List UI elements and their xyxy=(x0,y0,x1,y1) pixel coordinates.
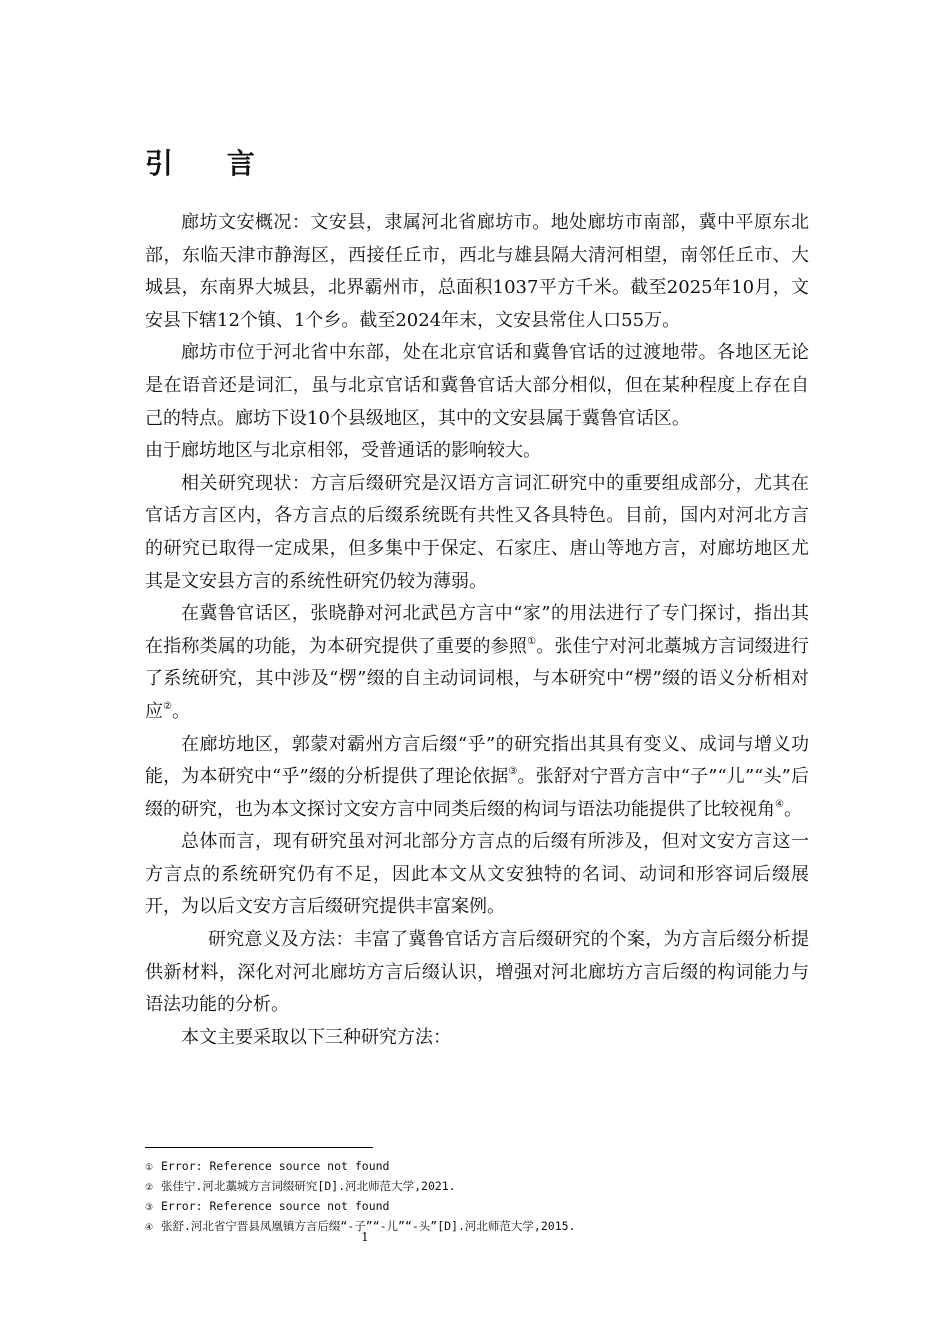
footnote-reference[interactable]: ③ xyxy=(508,766,518,778)
paragraph-text: 在廊坊地区，郭蒙对霸州方言后缀“乎”的研究指出其具有变义、成词与增义功能，为本研究中“乎”缀的分析提供了理论依据 xyxy=(145,733,809,788)
paragraph-text: 。 xyxy=(783,798,802,820)
footnote-mark: ③ xyxy=(145,1203,154,1213)
footnote-reference[interactable]: ① xyxy=(527,635,537,647)
footnote-text: Error: Reference source not found xyxy=(161,1159,390,1173)
page-number: 1 xyxy=(361,1230,369,1244)
footnote-text: 张舒.河北省宁晋县凤凰镇方言后缀“-子”“-儿”“-头”[D].河北师范大学,2015. xyxy=(161,1219,576,1233)
footnote-item xyxy=(145,1157,825,1177)
paragraph-dialect-area: 廊坊市位于河北省中东部，处在北京官话和冀鲁官话的过渡地带。各地区无论是在语音还是词汇，虽与北京官话和冀鲁官话大部分相似，但在某种程度上存在自己的特点。廊坊下设10个县级地区，其中的文安县属于冀鲁官话区。 xyxy=(145,342,809,429)
paragraph-text: 。张佳宁对河北藁城方言词缀进行了系统研究，其中涉及“楞”缀的自主动词词根，与本研究中“楞”缀的语义分析相对应 xyxy=(145,635,810,722)
paragraph-significance: 研究意义及方法：丰富了冀鲁官话方言后缀研究的个案，为方言后缀分析提供新材料，深化对河北廊坊方言后缀认识，增强对河北廊坊方言后缀的构词能力与语法功能的分析。 xyxy=(145,929,809,1016)
paragraph-text: 在冀鲁官话区，张晓静对河北武邑方言中“家”的用法进行了专门探讨，指出其在指称类属的功能，为本研究提供了重要的参照 xyxy=(145,603,809,657)
paragraph-summary: 总体而言，现有研究虽对河北部分方言点的后缀有所涉及，但对文安方言这一方言点的系统研究仍有不足，因此本文从文安独特的名词、动词和形容词后缀展开，为以后文安方言后缀研究提供丰富案例。 xyxy=(145,831,809,918)
paragraph-research-status: 相关研究现状：方言后缀研究是汉语方言词汇研究中的重要组成部分，尤其在官话方言区内，各方言点的后缀系统既有共性又各具特色。目前，国内对河北方言的研究已取得一定成果，但多集中于保定、石家庄、唐山等地方言，对廊坊地区尤其是文安县方言的系统性研究仍较为薄弱。 xyxy=(145,472,809,592)
paragraph-text: 。张舒对宁晋方言中“子”“儿”“头”后缀的研究，也为本文探讨文安方言中同类后缀的构词与语法功能提供了比较视角 xyxy=(145,766,809,820)
footnote-divider xyxy=(145,1147,373,1148)
footnote-mark: ① xyxy=(145,1163,154,1173)
body-text xyxy=(145,207,809,1054)
paragraph-dialect-area-continued: 由于廊坊地区与北京相邻，受普通话的影响较大。 xyxy=(145,440,541,462)
section-title: 引 言 xyxy=(145,147,277,180)
footnote-mark: ② xyxy=(145,1183,154,1193)
paragraph-jilu-research xyxy=(145,598,809,728)
footnote-text: 张佳宁.河北藁城方言词缀研究[D].河北师范大学,2021. xyxy=(161,1179,456,1193)
footnote-mark: ④ xyxy=(145,1223,154,1233)
footnote-reference[interactable]: ② xyxy=(163,700,172,712)
footnote-reference[interactable]: ④ xyxy=(775,798,784,810)
footnote-item xyxy=(145,1197,825,1217)
paragraph-overview: 廊坊文安概况：文安县，隶属河北省廊坊市。地处廊坊市南部，冀中平原东北部，东临天津市静海区，西接任丘市，西北与雄县隔大清河相望，南邻任丘市、大城县，东南界大城县，北界霸州市，总面积1037平方千米。截至2025年10月，文安县下辖12个镇、1个乡。截至2024年末，文安县常住人口55万。 xyxy=(145,212,809,331)
paragraph-text: 。 xyxy=(171,700,190,722)
footnote-item xyxy=(145,1177,825,1197)
paragraph-langfang-research xyxy=(145,729,809,827)
paragraph-methods-intro: 本文主要采取以下三种研究方法： xyxy=(181,1026,451,1048)
footnote-text: Error: Reference source not found xyxy=(161,1199,390,1213)
footnotes xyxy=(145,1157,825,1237)
